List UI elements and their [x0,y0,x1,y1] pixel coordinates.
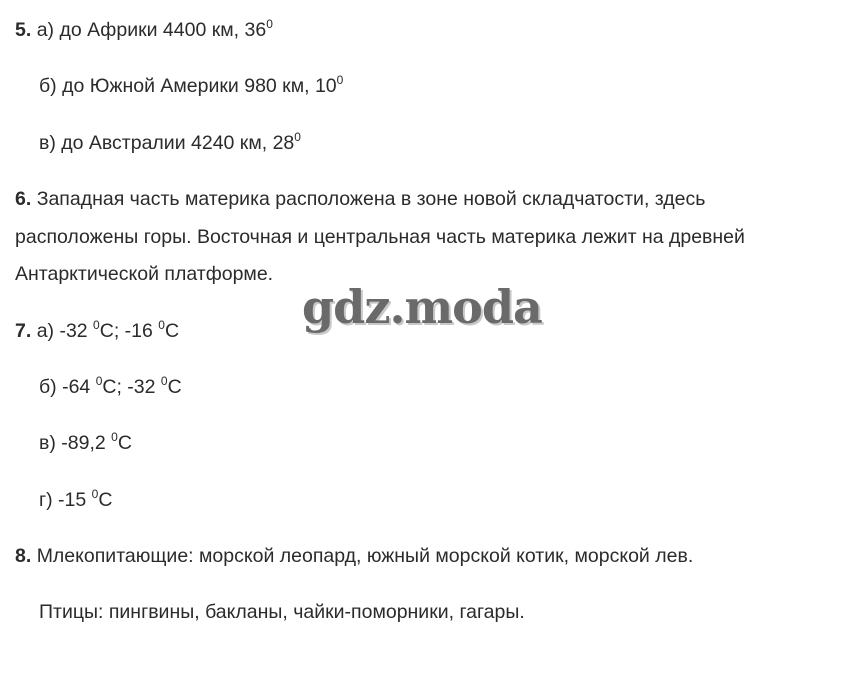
answer-8-line-2 [39,600,525,624]
degree-sup: 0 [93,318,100,332]
answer-7-line-b [39,375,182,399]
answer-number: 6. [15,188,32,210]
answer-number: 8. [15,545,32,567]
answer-text: Млекопитающие: морской леопард, южный морской котик, морской лев. [36,545,694,567]
degree-sup: 0 [160,374,168,388]
answer-text: а) до Африки 4400 км, 36 [36,19,267,41]
degree-sup: 0 [95,374,103,388]
answer-text: б) до Южной Америки 980 км, 10 [39,75,337,97]
answer-5-line-b [39,74,343,98]
answer-5-line-c [39,131,301,155]
degree-sup: 0 [91,487,99,501]
degree-sup: 0 [158,318,165,332]
answer-6-line-1 [15,187,705,211]
answer-6-line-2 [15,225,745,249]
answer-text: г) -15 [39,489,92,511]
answer-7-line-a [15,319,179,343]
degree-sup: 0 [266,17,273,31]
answer-text: расположены горы. Восточная и центральная часть материка лежит на древней [15,226,745,248]
answer-number: 5. [15,19,32,41]
answer-text: Антарктической платформе. [15,263,274,285]
answer-text: С [117,432,132,454]
answer-text: С; -16 [99,320,159,342]
answer-text: в) до Австралии 4240 км, 28 [39,132,295,154]
answer-text: С [164,320,180,342]
answer-7-line-d [39,488,112,512]
answer-8-line-1 [15,544,693,568]
answer-text: а) -32 [36,320,94,342]
answer-number: 7. [15,320,32,342]
answer-text: Птицы: пингвины, бакланы, чайки-поморники, гагары. [39,601,525,623]
answer-text: С; -32 [102,376,161,398]
degree-sup: 0 [111,430,118,444]
answer-text: в) -89,2 [39,432,112,454]
answer-text: С [167,376,182,398]
watermark: gdz.moda [302,280,542,334]
degree-sup: 0 [336,73,344,87]
answer-6-line-3 [15,262,273,286]
answer-text: б) -64 [39,376,96,398]
answer-text: С [98,489,113,511]
answer-7-line-c [39,431,132,455]
degree-sup: 0 [294,130,301,144]
answer-text: Западная часть материка расположена в зоне новой складчатости, здесь [36,188,706,210]
answer-5-line-a [15,18,273,42]
